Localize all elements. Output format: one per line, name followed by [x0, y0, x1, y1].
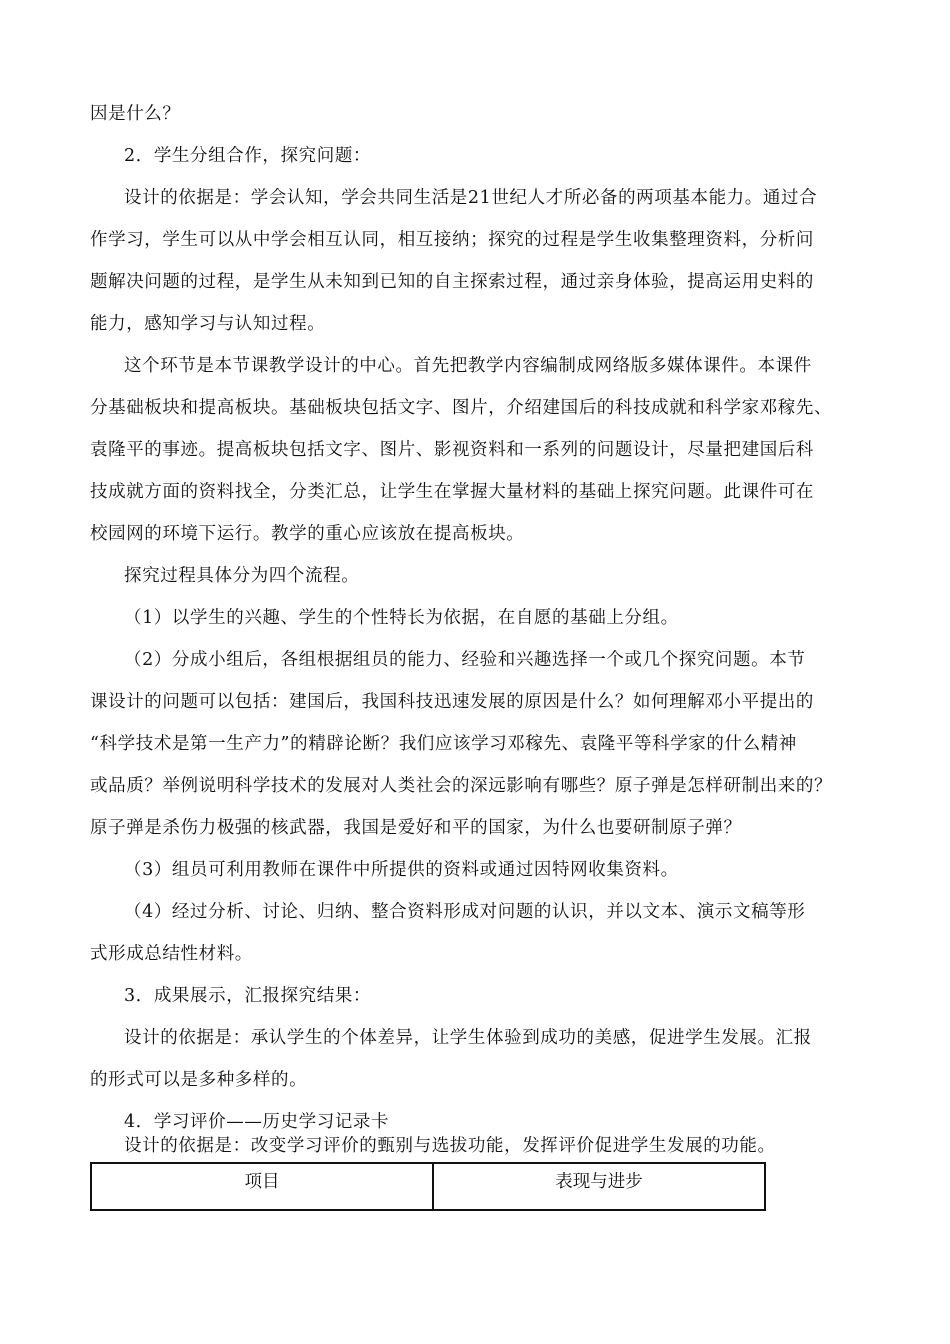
text-line: 课设计的问题可以包括：建国后，我国科技迅速发展的原因是什么？如何理解邓小平提出的: [90, 692, 814, 712]
history-record-table: [90, 1162, 766, 1211]
list-item: （2）分成小组后，各组根据组员的能力、经验和兴趣选择一个或几个探究问题。本节: [124, 650, 806, 670]
text-line: 设计的依据是：改变学习评价的甄别与选拔功能，发挥评价促进学生发展的功能。: [124, 1136, 776, 1156]
text-line: 袁隆平的事迹。提高板块包括文字、图片、影视资料和一系列的问题设计，尽量把建国后科: [90, 440, 814, 460]
text-line: 探究过程具体分为四个流程。: [124, 566, 360, 586]
text-line: 分基础板块和提高板块。基础板块包括文字、图片，介绍建国后的科技成就和科学家邓稼先、: [90, 398, 833, 418]
text-line: 设计的依据是：承认学生的个体差异，让学生体验到成功的美感，促进学生发展。汇报: [124, 1028, 812, 1048]
table-header-performance: 表现与进步: [433, 1163, 765, 1210]
text-line: 式形成总结性材料。: [90, 944, 253, 964]
section-heading: 2．学生分组合作，探究问题：: [124, 146, 372, 166]
list-item: （4）经过分析、讨论、归纳、整合资料形成对问题的认识，并以文本、演示文稿等形: [124, 902, 806, 922]
text-line: 作学习，学生可以从中学会相互认同，相互接纳；探究的过程是学生收集整理资料，分析问: [90, 230, 814, 250]
text-line: 题解决问题的过程，是学生从未知到已知的自主探索过程，通过亲身体验，提高运用史料的: [90, 272, 814, 292]
table-header-item: 项目: [91, 1163, 433, 1210]
text-line: 技成就方面的资料找全，分类汇总，让学生在掌握大量材料的基础上探究问题。此课件可在: [90, 482, 814, 502]
text-line: “科学技术是第一生产力”的精辟论断？我们应该学习邓稼先、袁隆平等科学家的什么精神: [90, 734, 797, 754]
table-header-row: [91, 1163, 765, 1210]
text-line: 的形式可以是多种多样的。: [90, 1070, 308, 1090]
text-line: 校园网的环境下运行。教学的重心应该放在提高板块。: [90, 524, 525, 544]
text-line: 这个环节是本节课教学设计的中心。首先把教学内容编制成网络版多媒体课件。本课件: [124, 356, 812, 376]
text-line: 能力，感知学习与认知过程。: [90, 314, 326, 334]
list-item: （1）以学生的兴趣、学生的个性特长为依据，在自愿的基础上分组。: [124, 608, 679, 628]
text-line: 原子弹是杀伤力极强的核武器，我国是爱好和平的国家，为什么也要研制原子弹？: [90, 818, 742, 838]
text-line: 设计的依据是：学会认知，学会共同生活是21世纪人才所必备的两项基本能力。通过合: [124, 188, 818, 208]
list-item: （3）组员可利用教师在课件中所提供的资料或通过因特网收集资料。: [124, 860, 679, 880]
text-line: 或品质？举例说明科学技术的发展对人类社会的深远影响有哪些？原子弹是怎样研制出来的？: [90, 776, 833, 796]
section-heading: 4．学习评价——历史学习记录卡: [124, 1112, 390, 1132]
section-heading: 3．成果展示，汇报探究结果：: [124, 986, 372, 1006]
text-line: 因是什么？: [90, 104, 181, 124]
